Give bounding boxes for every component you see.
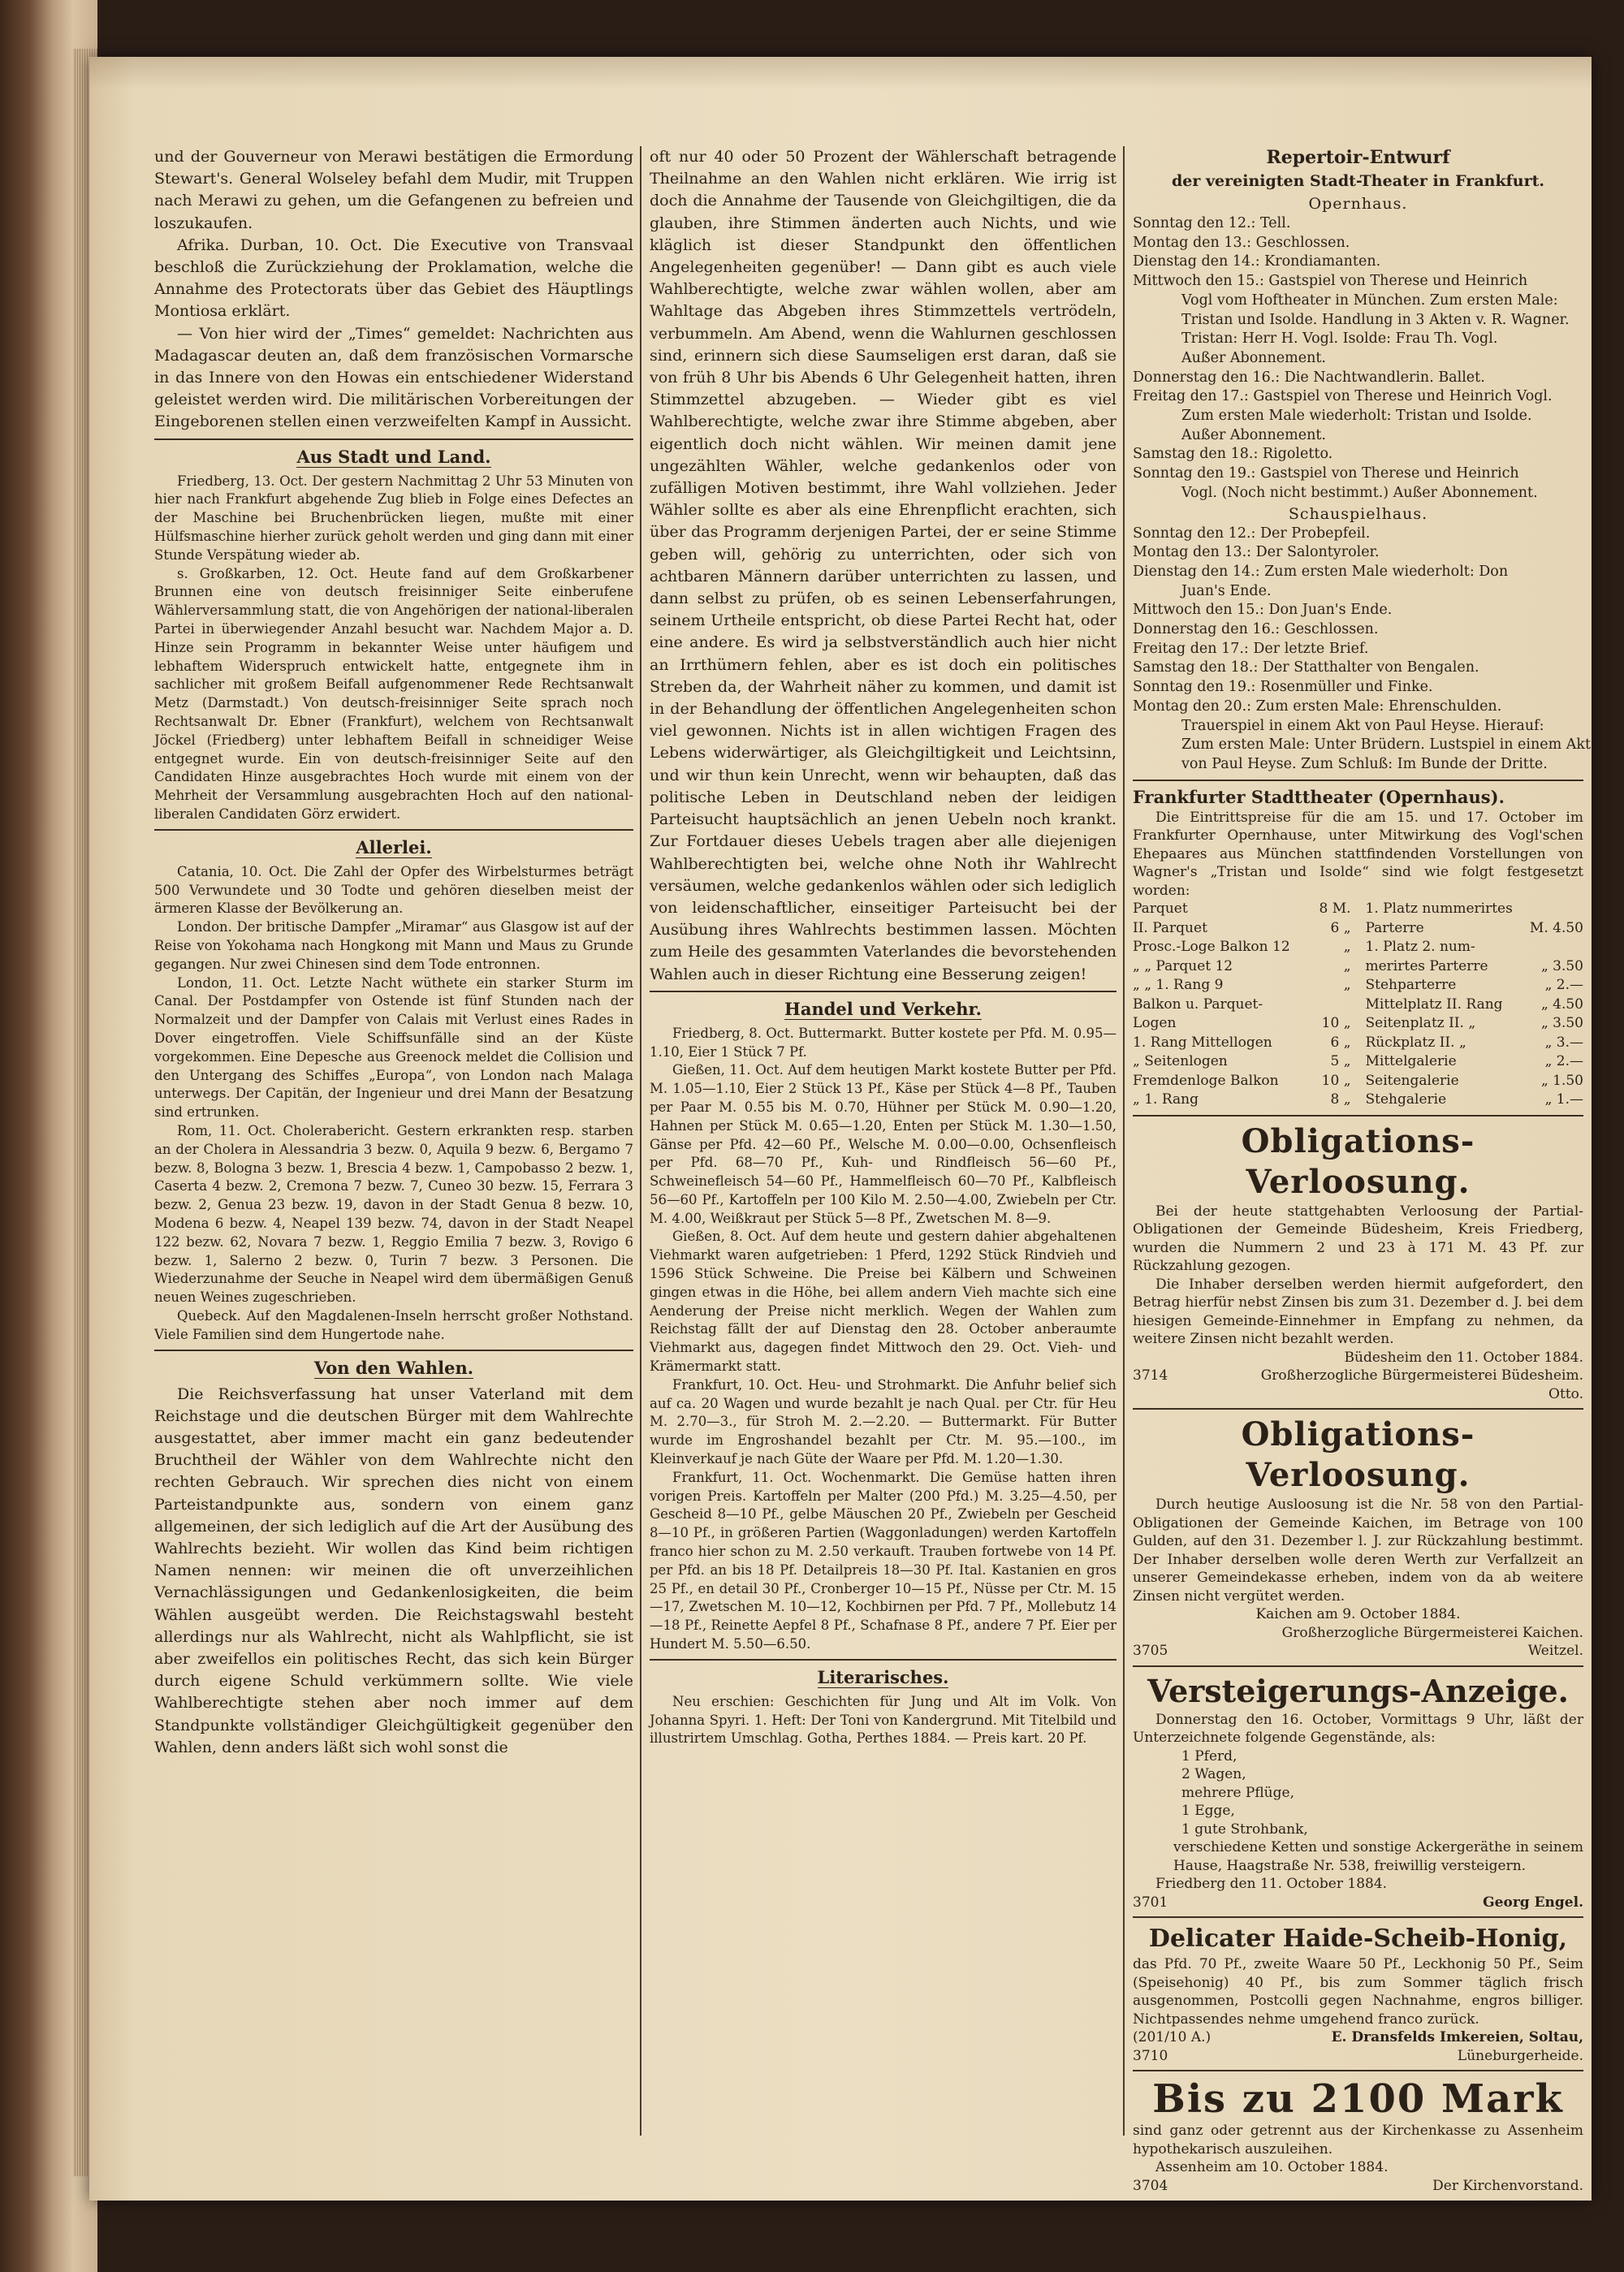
article-friedberg: Friedberg, 13. Oct. Der gestern Nachmittag 2 Uhr 53 Minuten von hier nach Frankfurt abgehende Zug blieb in Folge eines Defectes an der Maschine bei Bruchenbrücken liegen, mußte mit einer Hülfsmaschine hierher zurück geholt werden und ging dann mit einer Stunde Verspätung wieder ab. [154, 473, 633, 563]
schauspielhaus-schedule-line: Montag den 13.: Der Salontyroler. [1133, 544, 1380, 561]
article-friedberg-markt: Friedberg, 8. Oct. Buttermarkt. Butter kostete per Pfd. M. 0.95—1.10, Eier 1 Stück 7 Pf. [650, 1025, 1116, 1060]
price-value: 6 „ [1330, 1034, 1351, 1051]
price-label: Seitenplatz II. „ [1365, 1015, 1476, 1032]
column-rule [640, 146, 641, 2136]
schauspielhaus-schedule-line: Juan's Ende. [1181, 582, 1272, 599]
schauspielhaus-schedule-line: Mittwoch den 15.: Don Juan's Ende. [1133, 602, 1393, 619]
mark-date: Assenheim am 10. October 1884. [1155, 2159, 1389, 2176]
obligations-name-2: Weitzel. [1527, 1643, 1583, 1660]
schauspielhaus-schedule-line: von Paul Heyse. Zum Schluß: Im Bunde der Dritte. [1181, 755, 1548, 772]
obligations-title-1: Obligations-Verloosung. [1241, 1121, 1475, 1201]
schauspielhaus-schedule-line: Donnerstag den 16.: Geschlossen. [1133, 621, 1379, 638]
price-value: „ 4.50 [1540, 996, 1583, 1013]
mark-signature: Der Kirchenvorstand. [1432, 2177, 1583, 2194]
obligations-signature-2: Großherzogliche Bürgermeisterei Kaichen. [1281, 1624, 1583, 1641]
price-row [1133, 976, 1351, 996]
price-row [1133, 1052, 1351, 1072]
price-value: „ 3.50 [1540, 1015, 1583, 1032]
article-giessen-markt: Gießen, 11. Oct. Auf dem heutigen Markt kostete Butter per Pfd. M. 1.05—1.10, Eier 2 Stück 13 Pf., Käse per Stück 4—8 Pf., Tauben per Paar M. 0.55 bis M. 0.70, Hühner per Stück M. 0.90—1.20, Hahnen per Stück M. 0.65—1.20, Enten per Stück M. 1.30—1.50, Gänse per Pfd. 42—60 Pf., Welsche M. 0.00—0.00, Ochsenfleisch per Pfd. 68—70 Pf., Kuh- und Rindfleisch 56—60 Pf., Schweinefleisch 54—60 Pf., Hammelfleisch 60—70 Pf., Kalbfleisch 56—60 Pf., Kartoffeln per 100 Kilo M. 2.50—4.00, Zwiebeln per Ctr. M. 4.00, Weißkraut per Stück 5—8 Pf., Zwetschen M. 8—9. [650, 1062, 1116, 1226]
price-row [1366, 900, 1584, 919]
section-heading-handel: Handel und Verkehr. [784, 998, 982, 1019]
price-value: 5 „ [1330, 1053, 1351, 1070]
article-catania: Catania, 10. Oct. Die Zahl der Opfer des Wirbelsturmes beträgt 500 Verwundete und 30 Todte und gehören dieselben meist der ärmeren Klasse der Bevölkerung an. [154, 863, 633, 917]
price-label: Stehgalerie [1365, 1091, 1447, 1108]
article-london-1: London. Der britische Dampfer „Miramar“ aus Glasgow ist auf der Reise von Yokohama nach Hongkong mit Mann und Maus zu Grunde gegangen. Nur zwei Chinesen sind dem Tode entronnen. [154, 919, 633, 972]
obligations-text-1: Bei der heute stattgehabten Verloosung der Partial-Obligationen der Gemeinde Büdesheim, Kreis Friedberg, wurden die Nummern 2 und 23 à 171 M. 43 Pf. zur Rückzahlung gezogen. [1133, 1203, 1583, 1275]
price-label: 1. Platz 2. num- [1365, 939, 1475, 956]
article-literarisches: Neu erschien: Geschichten für Jung und Alt im Volk. Von Johanna Spyri. 1. Heft: Der Toni von Kandergrund. Mit Titelbild und illustrirtem Umschlag. Gotha, Perthes 1884. — Preis kart. 20 Pf. [650, 1693, 1116, 1747]
article-wahlen-continued: oft nur 40 oder 50 Prozent der Wählerschaft betragende Theilnahme an den Wahlen nicht erklären. Wie irrig ist doch die Annahme der Tausende von Gleichgiltigen, die da glauben, ihre Stimmen änderten auch Nichts, und wie kläglich ist dieser Standpunkt den öffentlichen Angelegenheiten gegenüber! — Dann gibt es auch viele Wahlberechtigte, welche zwar wählen wollen, aber am Wahltage das Abgeben ihres Stimmzettels vertrödeln, verbummeln. Am Abend, wenn die Wahlurnen geschlossen sind, erinnern sich diese Saumseligen erst daran, daß sie von früh 8 Uhr bis Abends 6 Uhr Gelegenheit hatten, ihren Stimmzettel abzugeben. — Wieder gibt es viel Wahlberechtigte, welche zwar ihre Stimme abgeben, aber eigentlich doch nicht wählen. Wir meinen damit jene ungezählten Wähler, welche gedankenlos oder von zufälligen Motiven bestimmt, ihre Wahl vollziehen. Jeder Wähler sollte es aber als eine Ehrenpflicht erachten, sich über das Programm derjenigen Partei, der er seine Stimme geben will, gehörig zu unterrichten, oder sich von achtbaren Männern darüber unterrichten zu lassen, und dann selbst zu prüfen, ob es seinen Lebenserfahrungen, seinem Urtheile entspricht, ob diese Partei Recht hat, oder eine andere. Es wird ja selbstverständlich auch hier nicht an Irrthümern fehlen, aber es ist doch ein politisches Streben da, der Wahrheit näher zu kommen, und damit ist in der Behandlung der öffentlichen Angelegenheiten schon viel gewonnen. Nichts ist in allen wichtigen Fragen des Lebens widerwärtiger, als Gleichgiltigkeit und Leichtsinn, und wir thun kein Unrecht, wenn wir behaupten, daß das politische Leben in Deutschland neben der leidigen Parteisucht hauptsächlich an jenen Uebeln noch krankt. Zur Fortdauer dieses Uebels tragen aber alle diejenigen Wahlberechtigten bei, welche ohne Noth ihr Wahlrecht versäumen, welche gedankenlos wählen oder sich lediglich von leidenschaftlicher, einseitiger Parteisucht bei der Ausübung ihres Wahlrechts bestimmen lassen. Möchten zum Heile des gesammten Vaterlandes die bevorstehenden Wahlen auch in dieser Richtung eine Besserung zeigen! [650, 148, 1116, 983]
versteigerung-title: Versteigerungs-Anzeige. [1147, 1672, 1569, 1709]
price-row [1133, 900, 1351, 919]
price-row [1366, 1091, 1584, 1110]
newspaper-page [89, 57, 1592, 2201]
mark-title: Bis zu 2100 Mark [1152, 2076, 1564, 2123]
obligations-title-2: Obligations-Verloosung. [1241, 1415, 1475, 1495]
divider [1133, 1665, 1583, 1667]
price-row [1133, 957, 1351, 977]
ad-number: 3714 [1133, 1367, 1168, 1384]
divider [1133, 1115, 1583, 1117]
price-label: Mittelplatz II. Rang [1365, 996, 1503, 1013]
price-row [1133, 938, 1351, 957]
repertoire-subtitle: der vereinigten Stadt-Theater in Frankfurt. [1172, 172, 1544, 190]
article-afrika: Afrika. Durban, 10. Oct. Die Executive von Transvaal beschloß die Zurückziehung der Proklamation, welche die Annahme des Protectorats über das Gebiet des Häuptlings Montiosa erklärt. [154, 235, 633, 321]
article-rom: Rom, 11. Oct. Cholerabericht. Gestern erkrankten resp. starben an der Cholera in Alessandria 3 bezw. 0, Aquila 9 bezw. 6, Bergamo 7 bezw. 8, Bologna 3 bezw. 1, Brescia 4 bezw. 1, Campobasso 2 bezw. 1, Caserta 4 bezw. 2, Cremona 7 bezw. 7, Cuneo 30 bezw. 15, Ferrara 3 bezw. 2, Genua 23 bezw. 19, davon in der Stadt Genua 8 bezw. 10, Modena 6 bezw. 4, Neapel 139 bezw. 74, davon in der Stadt Neapel 122 bezw. 62, Novara 7 bezw. 1, Reggio Emilia 7 bezw. 3, Rovigo 6 bezw. 1, Salerno 2 bezw. 0, Turin 7 bezw. 3 Personen. Die Wiederzunahme der Seuche in Neapel wird dem übermäßigen Genuß neuen Weines zugeschrieben. [154, 1122, 633, 1306]
divider [650, 991, 1116, 992]
section-heading-stadt-land: Aus Stadt und Land. [296, 446, 491, 467]
price-value: 10 „ [1321, 1015, 1351, 1032]
price-row [1133, 919, 1351, 939]
obligations-date-2: Kaichen am 9. October 1884. [1255, 1606, 1461, 1623]
schauspielhaus-schedule-line: Trauerspiel in einem Akt von Paul Heyse. Hierauf: [1181, 717, 1544, 734]
honig-footer-2 [1133, 2047, 1583, 2066]
price-label: Logen [1133, 1015, 1177, 1032]
article-frankfurt-wochenmarkt: Frankfurt, 11. Oct. Wochenmarkt. Die Gemüse hatten ihren vorigen Preis. Kartoffeln per Malter (200 Pfd.) M. 3.25—4.50, per Gescheid 8—10 Pf., gelbe Mäuschen 20 Pf., Zwiebeln per Gescheid 8—10 Pf., in größeren Partien (Waggonladungen) werden Kartoffeln franco hier schon zu M. 2.50 verkauft. Trauben fortwebe von 14 Pf. per Pfd. an bis 18 Pf. Detailpreis 18—30 Pf. Ital. Kastanien en gros 25 Pf., en detail 30 Pf., Cronberger 10—15 Pf., Nüsse per Ctr. M. 15—17, Zwetschen M. 10—12, Kochbirnen per Pfd. 7 Pf., Mollebutz 14—18 Pf., Reinette Aepfel 8 Pf., Schafnase 8 Pf., andere 7 Pf. Eier per Hundert M. 5.50—6.50. [650, 1469, 1116, 1652]
book-page-edges [0, 0, 97, 2272]
schauspielhaus-schedule [1133, 525, 1592, 775]
divider [154, 829, 633, 831]
opernhaus-schedule-line: Außer Abonnement. [1181, 349, 1326, 366]
ad-number: 3710 [1133, 2047, 1168, 2064]
price-value: „ 1.50 [1540, 1072, 1583, 1089]
opernhaus-schedule-line: Vogl vom Hoftheater in München. Zum ersten Male: [1181, 292, 1558, 309]
price-row [1366, 1072, 1584, 1091]
price-row [1366, 938, 1584, 957]
price-table [1133, 900, 1583, 1110]
opernhaus-schedule-line: Tristan und Isolde. Handlung in 3 Akten v. R. Wagner. [1181, 311, 1570, 328]
column-1 [154, 146, 633, 2144]
obligations-signature-1: Großherzogliche Bürgermeisterei Büdesheim. [1260, 1367, 1583, 1384]
article-grosskarben: s. Großkarben, 12. Oct. Heute fand auf dem Großkarbener Brunnen eine von deutsch freisinniger Seite einberufene Wählerversammlung statt, die von Angehörigen der national-liberalen Partei in überwiegender Anzahl besucht war. Nachdem Major a. D. Hinze sein Programm in bekannter Weise unter häufigem und lebhaftem Widerspruch entwickelt hatte, entgegnete ihm in sachlicher mit großem Beifall aufgenommener Rede Rechtsanwalt Metz (Darmstadt.) Von deutsch-freisinniger Seite sprach noch Rechtsanwalt Dr. Ebner (Frankfurt), welchem von Rechtsanwalt Jöckel (Friedberg) unter lebhaftem Beifall in schneidiger Weise entgegnet wurde. Ein von deutsch-freisinniger Seite auf den Candidaten Hinze ausgebrachtes Hoch wurde mit einem von der Mehrheit der Versammlung ausgebrachten Hoch auf den national-liberalen Candidaten Görz erwidert. [154, 565, 633, 822]
price-row [1133, 1091, 1351, 1110]
versteigerung-text: Donnerstag den 16. October, Vormittags 9 Uhr, läßt der Unterzeichnete folgende Gegenstände, als: [1133, 1711, 1583, 1747]
price-label: Parterre [1365, 919, 1424, 936]
divider [1133, 780, 1583, 781]
price-value: 10 „ [1321, 1072, 1351, 1089]
price-label: II. Parquet [1133, 919, 1207, 936]
price-value: „ 2.— [1544, 977, 1583, 994]
divider [650, 1659, 1116, 1661]
versteigerung-items [1133, 1747, 1583, 1839]
ad-number: 3701 [1133, 1894, 1168, 1911]
schauspielhaus-schedule-line: Montag den 20.: Zum ersten Male: Ehrenschulden. [1133, 698, 1502, 715]
price-row [1366, 1034, 1584, 1053]
price-row [1366, 1052, 1584, 1072]
versteigerung-item: mehrere Pflüge, [1181, 1784, 1294, 1801]
ad-number: 3705 [1133, 1643, 1168, 1660]
schauspielhaus-schedule-line: Sonntag den 19.: Rosenmüller und Finke. [1133, 679, 1433, 696]
price-label: Fremdenloge Balkon [1133, 1072, 1279, 1089]
article-quebeck: Quebeck. Auf den Magdalenen-Inseln herrscht großer Nothstand. Viele Familien sind dem Hungertode nahe. [154, 1307, 633, 1342]
obligations-footer-2 [1133, 1642, 1583, 1661]
opernhaus-schedule-line: Vogl. (Noch nicht bestimmt.) Außer Abonnement. [1181, 484, 1538, 501]
versteigerung-name: Georg Engel. [1483, 1894, 1583, 1911]
honig-ref: (201/10 A.) [1133, 2029, 1212, 2046]
price-label: Stehparterre [1365, 977, 1457, 994]
price-row [1366, 957, 1584, 977]
price-label: Seitengalerie [1365, 1072, 1459, 1089]
article-times: — Von hier wird der „Times“ gemeldet: Nachrichten aus Madagascar deuten an, daß dem französischen Vormarsche in das Innere von den Howas ein entschiedener Widerstand geleistet werden wird. Die militärischen Vorbereitungen der Eingeborenen stellen einen verzweifelten Kampf in Aussicht. [154, 324, 633, 431]
price-label: „ „ 1. Rang 9 [1133, 977, 1224, 994]
divider [154, 1350, 633, 1351]
section-heading-wahlen: Von den Wahlen. [313, 1357, 474, 1378]
opernhaus-schedule-line: Außer Abonnement. [1181, 426, 1326, 443]
price-label: 1. Rang Mittellogen [1133, 1034, 1272, 1051]
ad-number: 3704 [1133, 2177, 1168, 2194]
price-row [1366, 1014, 1584, 1034]
opernhaus-schedule-line: Zum ersten Male wiederholt: Tristan und Isolde. [1181, 408, 1532, 425]
price-row [1133, 1034, 1351, 1053]
mark-text: sind ganz oder getrennt aus der Kirchenkasse zu Assenheim hypothekarisch auszuleihen. [1133, 2123, 1583, 2158]
versteigerung-text-2: verschiedene Ketten und sonstige Ackergeräthe in seinem Hause, Haagstraße Nr. 538, freiwillig versteigern. [1173, 1839, 1583, 1874]
obligations-date-1: Büdesheim den 11. October 1884. [1344, 1349, 1583, 1366]
versteigerung-item: 1 gute Strohbank, [1181, 1821, 1308, 1838]
versteigerung-item: 2 Wagen, [1181, 1766, 1246, 1783]
column-2 [650, 146, 1116, 2144]
honig-firm: E. Dransfelds Imkereien, Soltau, [1331, 2029, 1583, 2046]
stadttheater-title: Frankfurter Stadttheater (Opernhaus). [1133, 786, 1505, 807]
opernhaus-schedule-line: Sonntag den 19.: Gastspiel von Therese und Heinrich [1133, 465, 1519, 482]
article-frankfurt-heumarkt: Frankfurt, 10. Oct. Heu- und Strohmarkt. Die Anfuhr belief sich auf ca. 20 Wagen und wurde bezahlt je nach Qual. per Ctr. für Heu M. 2.70—3., für Stroh M. 2.—2.20. — Buttermarkt. Für Butter wurde im Engroshandel bezahlt per Ctr. M. 95.—100., im Kleinverkauf je nach Güte der Waare per Pfd. M. 1.20—1.30. [650, 1376, 1116, 1467]
price-value: „ [1343, 977, 1351, 994]
schauspielhaus-heading: Schauspielhaus. [1288, 504, 1428, 523]
opernhaus-schedule-line: Samstag den 18.: Rigoletto. [1133, 446, 1333, 463]
stadttheater-text: Die Eintrittspreise für die am 15. und 17. October im Frankfurter Opernhause, unter Mitwirkung des Vogl'schen Ehepaares aus München stattfindenden Vorstellungen von Wagner's „Tristan und Isolde“ sind wie folgt festgesetzt worden: [1133, 809, 1583, 899]
opernhaus-schedule-line: Donnerstag den 16.: Die Nachtwandlerin. Ballet. [1133, 369, 1485, 386]
price-label: „ 1. Rang [1133, 1091, 1199, 1108]
price-value: 8 M. [1319, 901, 1351, 918]
versteigerung-footer [1133, 1894, 1583, 1912]
price-value: „ [1343, 939, 1351, 956]
price-row [1133, 996, 1351, 1015]
price-value: 6 „ [1330, 919, 1351, 936]
price-label: „ Seitenlogen [1133, 1053, 1228, 1070]
opernhaus-schedule-line: Montag den 13.: Geschlossen. [1133, 234, 1350, 251]
price-label: „ „ Parquet 12 [1133, 957, 1233, 974]
versteigerung-item: 1 Egge, [1181, 1803, 1235, 1820]
price-label: Parquet [1133, 901, 1188, 918]
price-label: Prosc.-Loge Balkon 12 [1133, 939, 1290, 956]
opernhaus-schedule-line: Dienstag den 14.: Krondiamanten. [1133, 253, 1381, 270]
mark-footer [1133, 2177, 1583, 2196]
price-value: „ 2.— [1544, 1053, 1583, 1070]
price-row [1133, 1072, 1351, 1091]
price-row [1366, 919, 1584, 939]
opernhaus-schedule-line: Freitag den 17.: Gastspiel von Therese und Heinrich Vogl. [1133, 388, 1553, 405]
opernhaus-schedule-line: Mittwoch den 15.: Gastspiel von Therese und Heinrich [1133, 273, 1528, 290]
column-rule [1123, 146, 1125, 2136]
price-value: „ 3.— [1544, 1034, 1583, 1051]
honig-text: das Pfd. 70 Pf., zweite Waare 50 Pf., Leckhonig 50 Pf., Seim (Speisehonig) 40 Pf., bis zum Sommer täglich frisch ausgenommen, Postcolli gegen Nachnahme, engros billiger. Nichtpassendes nehme umgehend franco zurück. [1133, 1956, 1583, 2028]
divider [1133, 1916, 1583, 1918]
divider [154, 438, 633, 440]
price-label: Mittelgalerie [1365, 1053, 1457, 1070]
price-value: „ 1.— [1544, 1091, 1583, 1108]
divider [1133, 2070, 1583, 2071]
versteigerung-date: Friedberg den 11. October 1884. [1155, 1876, 1388, 1893]
column-3 [1133, 146, 1592, 2194]
article-wahlen: Die Reichsverfassung hat unser Vaterland mit dem Reichstage und die deutschen Bürger mit dem Wahlrechte ausgestattet, aber immer macht ein ganz bedeutender Bruchtheil der Wähler von dem Wahlrechte nicht den rechten Gebrauch. Wir sprechen dies nicht von einem Parteistandpunkte aus, sondern von einem ganz allgemeinen, der sich lediglich auf die Art der Ausübung des Wahlrechts bezieht. Wir wollen das Kind beim richtigen Namen nennen: wir meinen die oft unverzeihlichen Vernachlässigungen und Gedankenlosigkeiten, die beim Wählen ausgeübt werden. Die Reichstagswahl besteht allerdings nur als Wahlrecht, nicht als Wahlpflicht, sie ist aber zweifellos ein politisches Recht, das sich kein Bürger durch eigene Schuld verkümmern sollte. Wie viele Wahlberechtigte stehen aber noch immer auf dem Standpunkte vollständiger Gleichgültigkeit gegenüber den Wahlen, denn anders läßt sich wohl sonst die [154, 1384, 633, 1756]
article-gouverneur: und der Gouverneur von Merawi bestätigen die Ermordung Stewart's. General Wolseley befahl dem Mudir, mit Truppen nach Merawi zu gehen, um die Gefangenen zu befreien und loszukaufen. [154, 148, 633, 232]
price-row [1366, 996, 1584, 1015]
schauspielhaus-schedule-line: Sonntag den 12.: Der Probepfeil. [1133, 525, 1371, 542]
obligations-text-2: Durch heutige Ausloosung ist die Nr. 58 von den Partial-Obligationen der Gemeinde Kaichen, im Betrage von 100 Gulden, auf den 31. Dezember l. J. zur Rückzahlung bestimmt. Der Inhaber derselben wolle deren Werth zur Verfallzeit an unserer Gemeindekasse erheben, indem von da ab weitere Zinsen nicht vergütet werden. [1133, 1497, 1583, 1605]
obligations-name-1: Otto. [1548, 1385, 1583, 1402]
price-column-right [1366, 900, 1584, 1110]
schauspielhaus-schedule-line: Samstag den 18.: Der Statthalter von Bengalen. [1133, 659, 1479, 676]
opernhaus-schedule-line: Sonntag den 12.: Tell. [1133, 215, 1291, 231]
price-value: M. 4.50 [1529, 919, 1583, 936]
opernhaus-schedule [1133, 214, 1583, 503]
price-column-left [1133, 900, 1351, 1110]
price-label: merirtes Parterre [1365, 957, 1488, 974]
section-heading-literarisches: Literarisches. [817, 1666, 949, 1687]
price-value: 8 „ [1330, 1091, 1351, 1108]
schauspielhaus-schedule-line: Zum ersten Male: Unter Brüdern. Lustspiel in einem Akt [1181, 736, 1592, 754]
honig-place: Lüneburgerheide. [1457, 2047, 1583, 2064]
opernhaus-schedule-line: Tristan: Herr H. Vogl. Isolde: Frau Th. Vogl. [1181, 330, 1498, 348]
price-row [1133, 1014, 1351, 1034]
price-label: Balkon u. Parquet- [1133, 996, 1263, 1013]
schauspielhaus-schedule-line: Freitag den 17.: Der letzte Brief. [1133, 640, 1369, 657]
price-label: 1. Platz nummerirtes [1365, 901, 1513, 918]
obligations-text-1b: Die Inhaber derselben werden hiermit aufgefordert, den Betrag hierfür nebst Zinsen bis zum 31. Dezember d. J. bei dem hiesigen Gemeinde-Einnehmer in Empfang zu nehmen, da weitere Zinsen nicht bezahlt werden. [1133, 1276, 1583, 1348]
section-heading-allerlei: Allerlei. [356, 836, 432, 857]
price-row [1366, 976, 1584, 996]
divider [1133, 1408, 1583, 1410]
versteigerung-item: 1 Pferd, [1181, 1747, 1237, 1764]
article-giessen-viehmarkt: Gießen, 8. Oct. Auf dem heute und gestern dahier abgehaltenen Viehmarkt waren aufgetrieben: 1 Pferd, 1292 Stück Rindvieh und 1596 Stück Schweine. Die Preise bei Kälbern und Schweinen gingen etwas in die Höhe, bei allem andern Vieh machte sich eine Aenderung der Preise nicht merklich. Wegen der Wahlen zum Reichstag fällt der auf Dienstag den 28. October anberaumte Viehmarkt aus, dagegen findet Mittwoch den 29. Oct. Vieh- und Krämermarkt statt. [650, 1229, 1116, 1375]
honig-title: Delicater Haide-Scheib-Honig, [1148, 1924, 1568, 1954]
repertoire-title: Repertoir-Entwurf [1266, 147, 1450, 168]
article-london-2: London, 11. Oct. Letzte Nacht wüthete ein starker Sturm im Canal. Der Postdampfer von Ostende ist fünf Stunden nach der Normalzeit und der Dampfer von Calais mit Verlust eines Rades in Dover eingetroffen. Viele Schiffsunfälle sind an der Küste vorgekommen. Eine Depesche aus Greenock meldet die Collision und den Untergang des Schiffes „Europa“, von London nach Malaga unterwegs. Der Capitän, der Ingenieur und drei Mann der Besatzung sind ertrunken. [154, 974, 633, 1121]
honig-footer [1133, 2028, 1583, 2047]
opernhaus-heading: Opernhaus. [1308, 195, 1408, 213]
price-label: Rückplatz II. „ [1365, 1034, 1466, 1051]
price-value: „ [1343, 957, 1351, 974]
obligations-footer-1 [1133, 1367, 1583, 1385]
schauspielhaus-schedule-line: Dienstag den 14.: Zum ersten Male wiederholt: Don [1133, 563, 1509, 580]
price-value: „ 3.50 [1540, 957, 1583, 974]
